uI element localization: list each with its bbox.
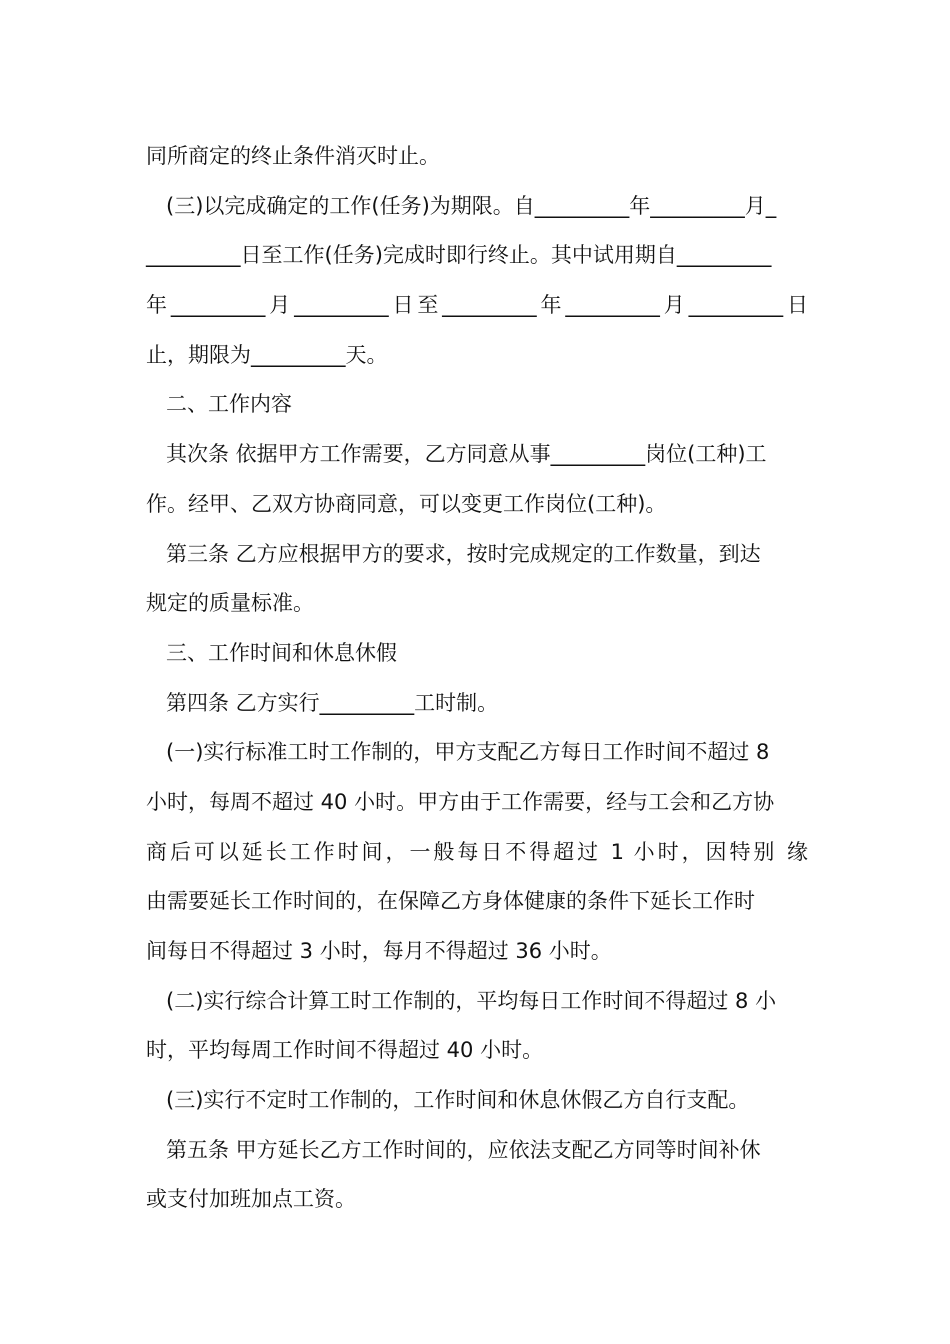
text-line: 年_________月_________日至_________年_________月_________日 [146, 293, 808, 318]
text-line: 由需要延长工作时间的，在保障乙方身体健康的条件下延长工作时 [146, 889, 755, 914]
text-line: 商后可以延长工作时间，一般每日不得超过 1 小时，因特别 缘 [146, 839, 808, 864]
text-line: 小时，每周不超过 40 小时。甲方由于工作需要，经与工会和乙方协 [146, 789, 775, 814]
text-line: 或支付加班加点工资。 [146, 1187, 356, 1212]
text-line: 间每日不得超过 3 小时，每月不得超过 36 小时。 [146, 939, 612, 963]
text-line: 作。经甲、乙双方协商同意，可以变更工作岗位(工种)。 [146, 491, 667, 516]
text-line: (一)实行标准工时工作制的，甲方支配乙方每日工作时间不超过 8 [166, 740, 770, 765]
text-line: _________日至工作(任务)完成时即行终止。其中试用期自_________ [146, 243, 772, 268]
text-line: 时，平均每周工作时间不得超过 40 小时。 [146, 1038, 544, 1063]
text-line: 规定的质量标准。 [146, 591, 314, 616]
text-line: (三)以完成确定的工作(任务)为期限。自_________年_________月_ [166, 193, 777, 218]
text-line: 第四条 乙方实行_________工时制。 [166, 690, 499, 715]
text-line: (二)实行综合计算工时工作制的，平均每日工作时间不得超过 8 小 [166, 988, 777, 1013]
text-line: 止，期限为_________天。 [146, 342, 388, 367]
text-line: 同所商定的终止条件消灭时止。 [146, 144, 440, 168]
text-line: 其次条 依据甲方工作需要，乙方同意从事_________岗位(工种)工 [166, 442, 767, 467]
document-body [146, 132, 808, 1225]
section-heading: 二、工作内容 [166, 392, 292, 417]
section-heading: 三、工作时间和休息休假 [166, 640, 397, 665]
text-line: (三)实行不定时工作制的，工作时间和休息休假乙方自行支配。 [166, 1088, 750, 1113]
text-line: 第三条 乙方应根据甲方的要求，按时完成规定的工作数量，到达 [166, 541, 761, 566]
text-line: 第五条 甲方延长乙方工作时间的，应依法支配乙方同等时间补休 [166, 1137, 761, 1162]
